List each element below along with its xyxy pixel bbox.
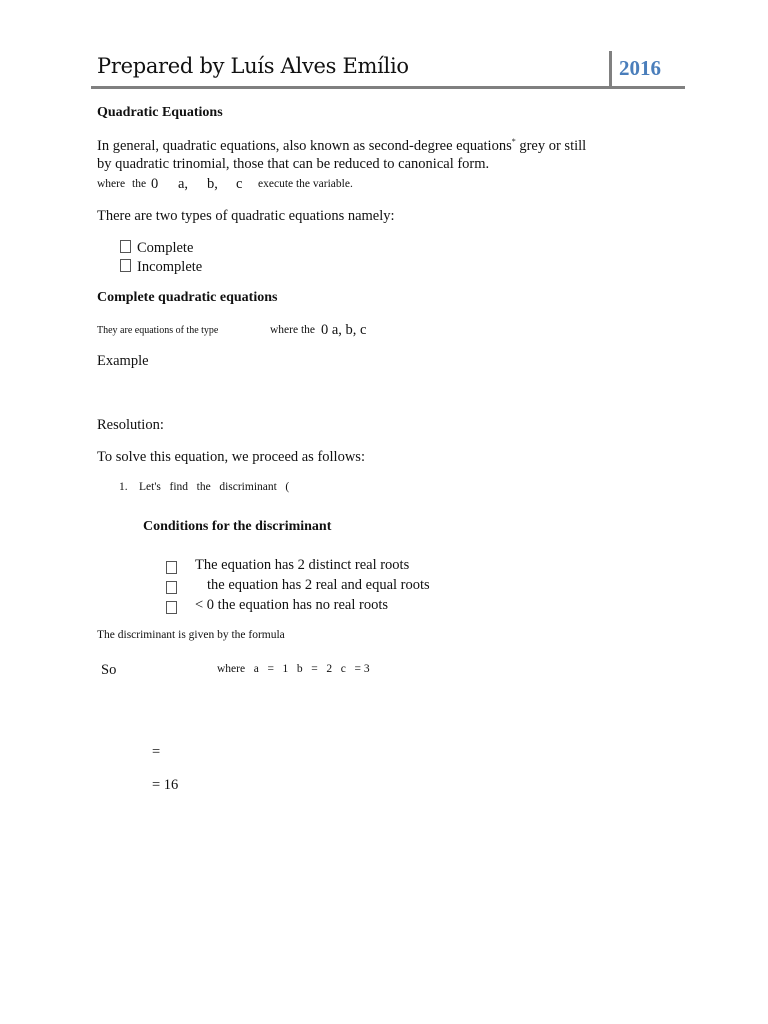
complete-type-text: They are equations of the type — [97, 325, 219, 336]
complete-where-text: where the — [270, 324, 316, 336]
conditions-heading: Conditions for the discriminant — [143, 519, 332, 534]
formula-text: The discriminant is given by the formula — [97, 629, 285, 641]
bullet-icon — [120, 259, 131, 272]
header-divider — [609, 51, 612, 88]
equation-line-2: = 16 — [152, 777, 179, 793]
section-title: Quadratic Equations — [97, 105, 223, 120]
condition-bullet-icon — [166, 560, 183, 578]
where-execute-text: execute the variable. — [258, 178, 353, 190]
document-header-title: Prepared by Luís Alves Emílio — [97, 54, 409, 78]
condition-item: The equation has 2 distinct real roots — [195, 557, 410, 573]
condition-item: the equation has 2 real and equal roots — [207, 577, 430, 593]
resolution-label: Resolution: — [97, 417, 164, 433]
where-c: c — [236, 176, 243, 192]
so-label: So — [101, 662, 117, 678]
complete-heading: Complete quadratic equations — [97, 290, 278, 305]
solve-intro: To solve this equation, we proceed as follows: — [97, 449, 365, 465]
list-item — [120, 259, 202, 276]
step-1-number: 1. — [119, 481, 128, 493]
types-intro: There are two types of quadratic equations namely: — [97, 208, 395, 224]
equation-line-1: = — [152, 744, 161, 760]
step-1-text: Let's find the discriminant ( — [139, 481, 290, 493]
example-label: Example — [97, 353, 149, 369]
condition-bullet-icon — [166, 580, 183, 598]
header-year: 2016 — [619, 56, 661, 80]
complete-vars: 0 a, b, c — [321, 322, 367, 338]
bullet-icon — [120, 240, 131, 253]
where-a: a, — [178, 176, 189, 192]
type-label: Complete — [137, 240, 194, 256]
where-word: where — [97, 178, 126, 190]
where-zero: 0 — [151, 176, 159, 192]
condition-bullet-icon — [166, 600, 183, 618]
intro-text-a: In general, quadratic equations, also known as second-degree equations — [97, 138, 512, 154]
type-label: Incomplete — [137, 259, 203, 275]
values-text: where a = 1 b = 2 c = 3 — [217, 663, 370, 675]
where-b: b, — [207, 176, 218, 192]
intro-text-b: grey or still — [515, 138, 587, 154]
intro-footnote-mark: * — [511, 137, 516, 146]
where-the: the — [132, 178, 147, 190]
intro-line-2: by quadratic trinomial, those that can be reduced to canonical form. — [97, 156, 490, 172]
header-rule — [91, 86, 685, 89]
intro-line-1 — [97, 137, 586, 155]
list-item — [120, 240, 193, 257]
condition-item: < 0 the equation has no real roots — [195, 597, 389, 613]
